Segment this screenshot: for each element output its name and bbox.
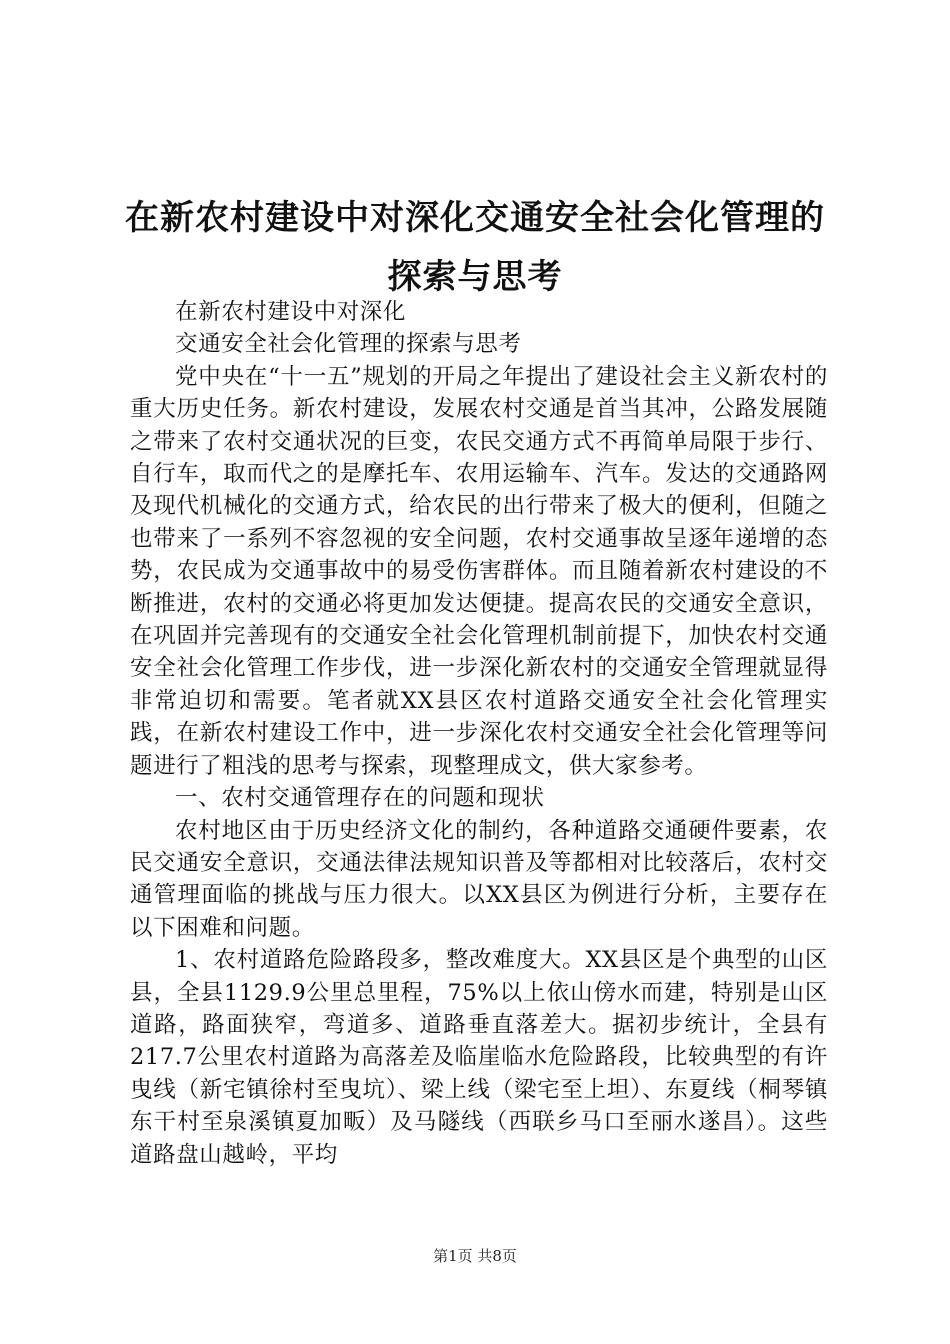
section-heading-1: 一、农村交通管理存在的问题和现状 xyxy=(175,785,545,812)
document-title-line-2: 探索与思考 xyxy=(387,257,563,297)
document-body xyxy=(130,296,828,1171)
document-title-line-1: 在新农村建设中对深化交通安全社会化管理的 xyxy=(125,198,825,238)
subtitle-line-1: 在新农村建设中对深化 xyxy=(175,299,407,325)
paragraph-item-1: 1、农村道路危险路段多，整改难度大。XX县区是个典型的山区县，全县1129.9公里总里程，75%以上依山傍水而建，特别是山区道路，路面狭窄，弯道多、道路垂直落差大。据初步统计，全县有217.7公里农村道路为高落差及临崖临水危险路段，比较典型的有许曳线（新宅镇徐村至曳坑）、梁上线（梁宅至上坦）、东夏线（桐琴镇东干村至泉溪镇夏加畈）及马隧线（西联乡马口至丽水遂昌）。这些道路盘山越岭，平均 xyxy=(130,947,828,1168)
paragraph-intro: 党中央在“十一五”规划的开局之年提出了建设社会主义新农村的重大历史任务。新农村建设，发展农村交通是首当其冲，公路发展随之带来了农村交通状况的巨变，农民交通方式不再简单局限于步行、自行车，取而代之的是摩托车、农用运输车、汽车。发达的交通路网及现代机械化的交通方式，给农民的出行带来了极大的便利，但随之也带来了一系列不容忽视的安全问题，农村交通事故呈逐年递增的态势，农民成为交通事故中的易受伤害群体。而且随着新农村建设的不断推进，农村的交通必将更加发达便捷。提高农民的交通安全意识，在巩固并完善现有的交通安全社会化管理机制前提下，加快农村交通安全社会化管理工作步伐，进一步深化新农村的交通安全管理就显得非常迫切和需要。笔者就XX县区农村道路交通安全社会化管理实践，在新农村建设工作中，进一步深化农村交通安全社会化管理等问题进行了粗浅的思考与探索，现整理成文，供大家参考。 xyxy=(130,363,828,779)
page-footer: 第1页 共8页 xyxy=(433,1247,517,1265)
paragraph-section-1-intro: 农村地区由于历史经济文化的制约，各种道路交通硬件要素，农民交通安全意识，交通法律法规知识普及等都相对比较落后，农村交通管理面临的挑战与压力很大。以XX县区为例进行分析，主要存在以下困难和问题。 xyxy=(130,817,828,941)
subtitle-line-2: 交通安全社会化管理的探索与思考 xyxy=(175,331,522,358)
